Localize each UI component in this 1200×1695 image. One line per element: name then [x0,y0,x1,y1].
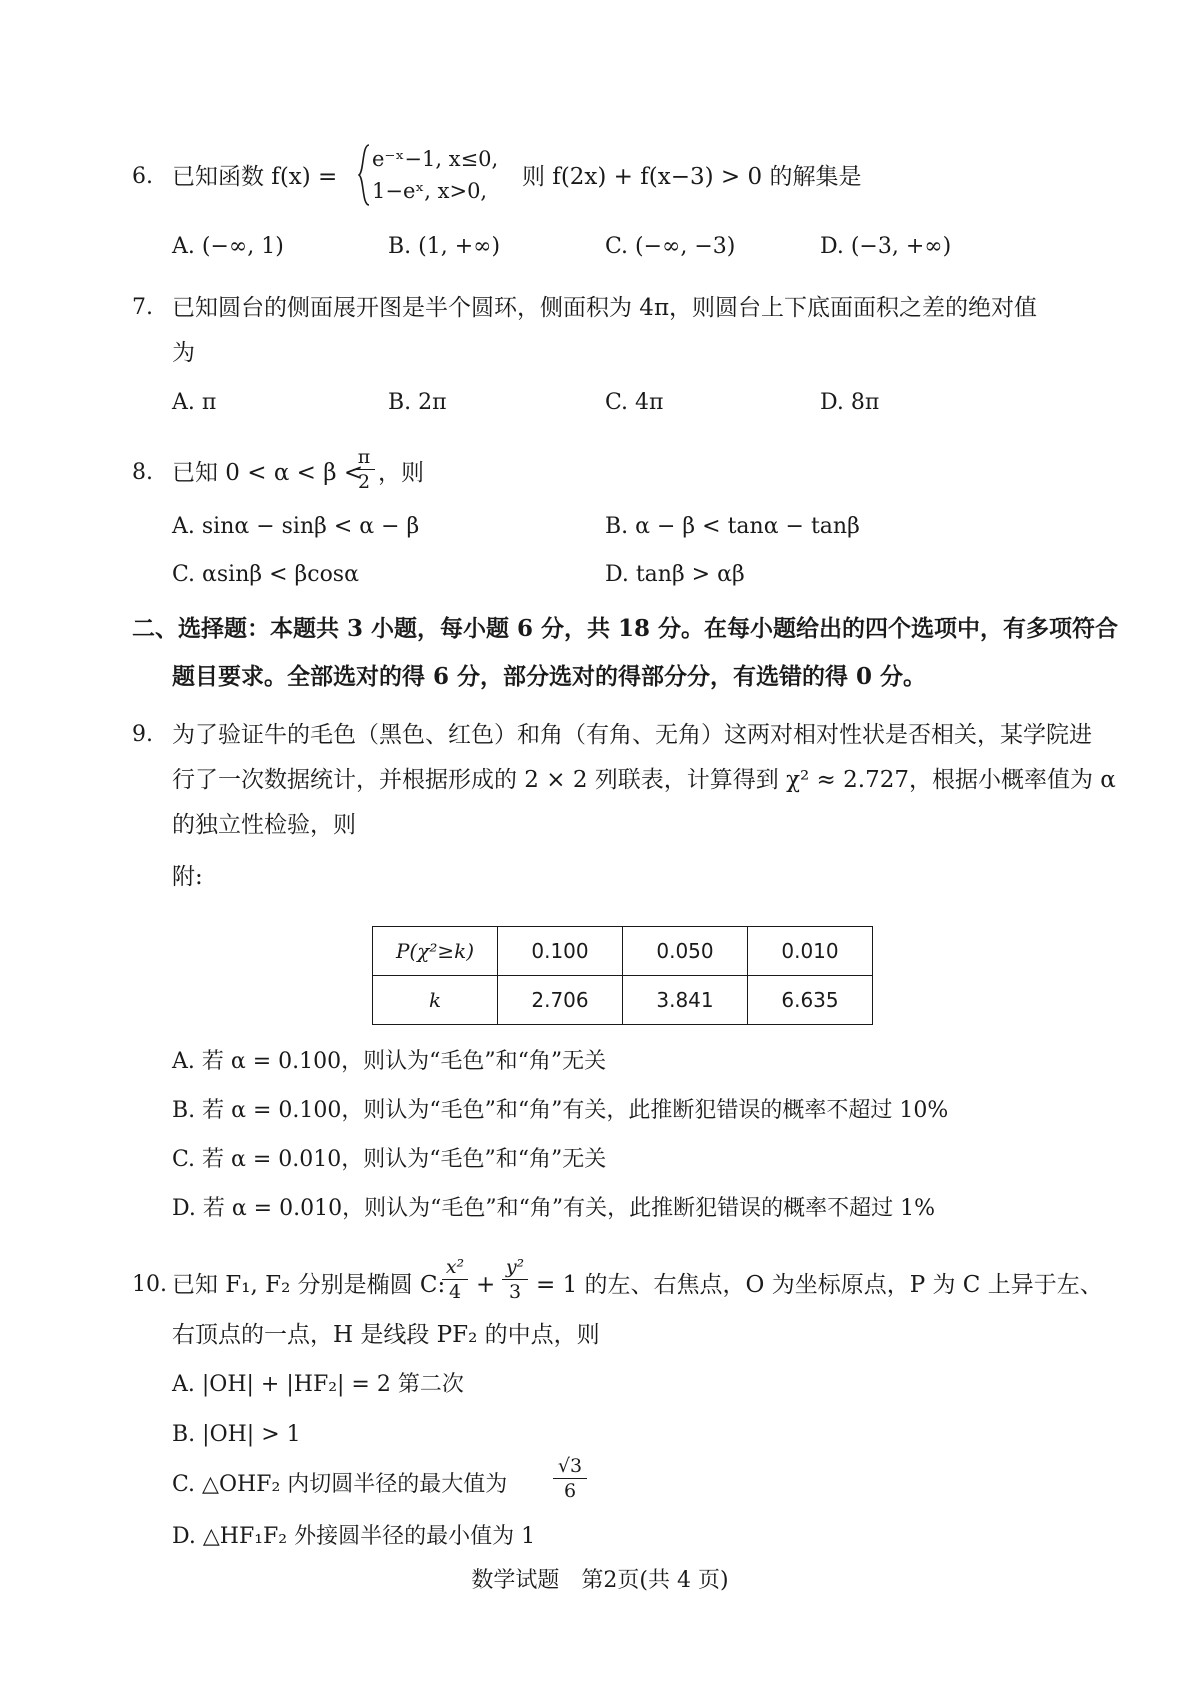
chi-square-table [372,926,873,1025]
q9-option-b: B. 若 α = 0.100，则认为“毛色”和“角”有关，此推断犯错误的概率不超过 10% [172,1098,949,1123]
q9-number: 9. [132,722,153,747]
q9-option-d: D. 若 α = 0.010，则认为“毛色”和“角”有关，此推断犯错误的概率不超过 1% [172,1196,935,1221]
q10-optc-num: √3 [557,1455,583,1477]
q10-frac1-num: x² [445,1256,465,1278]
q6-option-c: C. (−∞, −3) [605,234,736,259]
q8-option-b: B. α − β < tanα − tanβ [605,514,860,539]
q6-case-1: e⁻ˣ−1, x≤0, [372,147,499,171]
q10-fraction-y [502,1256,528,1303]
section-2-line-1: 二、选择题：本题共 3 小题，每小题 6 分，共 18 分。在每小题给出的四个选项中，有多项符合 [132,615,1119,642]
q10-frac2-num: y² [505,1256,525,1278]
q10-frac2-den: 3 [508,1281,522,1303]
fraction-bar [442,1279,468,1280]
table-cell: 6.635 [748,976,873,1025]
q9-option-a: A. 若 α = 0.100，则认为“毛色”和“角”无关 [172,1049,607,1074]
q6-case-2: 1−eˣ, x>0, [372,179,488,203]
q9-line-3: 的独立性检验，则 [172,812,356,838]
q7-line-2: 为 [172,340,195,366]
q6-number: 6. [132,164,153,189]
q9-line-2: 行了一次数据统计，并根据形成的 2 × 2 列联表，计算得到 χ² ≈ 2.727，根据小概率值为 α [172,767,1116,793]
q10-option-c-fraction [553,1455,587,1502]
q10-option-d: D. △HF₁F₂ 外接圆半径的最小值为 1 [172,1524,536,1549]
piecewise-brace [358,144,370,206]
q10-optc-den: 6 [563,1480,577,1502]
q10-option-a: A. |OH| + |HF₂| = 2 第二次 [172,1372,464,1397]
q8-number: 8. [132,460,153,485]
q7-option-b: B. 2π [388,390,447,415]
q6-option-d: D. (−3, +∞) [820,234,952,259]
q7-number: 7. [132,295,153,320]
fraction-bar [553,1478,587,1479]
q6-option-a: A. (−∞, 1) [172,234,284,259]
q10-plus: + [476,1272,496,1298]
q10-option-b: B. |OH| > 1 [172,1422,301,1447]
q8-option-d: D. tanβ > αβ [605,562,745,587]
q10-line-2: 右顶点的一点，H 是线段 PF₂ 的中点，则 [172,1322,600,1348]
fraction-bar [502,1279,528,1280]
q7-option-d: D. 8π [820,390,880,415]
q10-option-c: C. △OHF₂ 内切圆半径的最大值为 [172,1472,508,1497]
table-row [373,976,873,1025]
table-cell: 2.706 [498,976,623,1025]
q7-option-c: C. 4π [605,390,664,415]
table-cell: 0.050 [623,927,748,976]
table-cell: P(χ²≥k) [373,927,498,976]
table-cell: 0.100 [498,927,623,976]
q8-fraction-den: 2 [357,471,371,493]
q10-stem-pre: 已知 F₁, F₂ 分别是椭圆 C: [172,1272,446,1298]
q8-option-a: A. sinα − sinβ < α − β [172,514,420,539]
q10-frac1-den: 4 [448,1281,462,1303]
q9-line-1: 为了验证牛的毛色（黑色、红色）和角（有角、无角）这两对相对性状是否相关，某学院进 [172,722,1092,748]
q6-stem-post: 则 f(2x) + f(x−3) > 0 的解集是 [522,164,862,190]
table-cell: 3.841 [623,976,748,1025]
q6-option-b: B. (1, +∞) [388,234,501,259]
table-row [373,927,873,976]
q9-note: 附: [172,864,203,890]
table-cell: k [373,976,498,1025]
table-cell: 0.010 [748,927,873,976]
q10-fraction-x [442,1256,468,1303]
q6-stem-pre: 已知函数 f(x) = [172,164,338,190]
q9-option-c: C. 若 α = 0.010，则认为“毛色”和“角”无关 [172,1147,607,1172]
page-footer: 数学试题 第2页(共 4 页) [471,1568,729,1593]
q7-option-a: A. π [172,390,217,415]
q8-fraction-num: π [357,446,371,468]
q7-line-1: 已知圆台的侧面展开图是半个圆环，侧面积为 4π，则圆台上下底面面积之差的绝对值 [172,295,1038,321]
q8-stem-pre: 已知 0 < α < β < [172,460,364,486]
q10-stem-post: = 1 的左、右焦点，O 为坐标原点，P 为 C 上异于左、 [536,1272,1103,1298]
q8-option-c: C. αsinβ < βcosα [172,562,359,587]
q8-fraction [353,446,375,493]
fraction-bar [353,469,375,470]
section-2-line-2: 题目要求。全部选对的得 6 分，部分选对的得部分分，有选错的得 0 分。 [172,663,927,690]
q8-stem-post: ，则 [378,460,424,486]
q10-number: 10. [132,1272,167,1297]
